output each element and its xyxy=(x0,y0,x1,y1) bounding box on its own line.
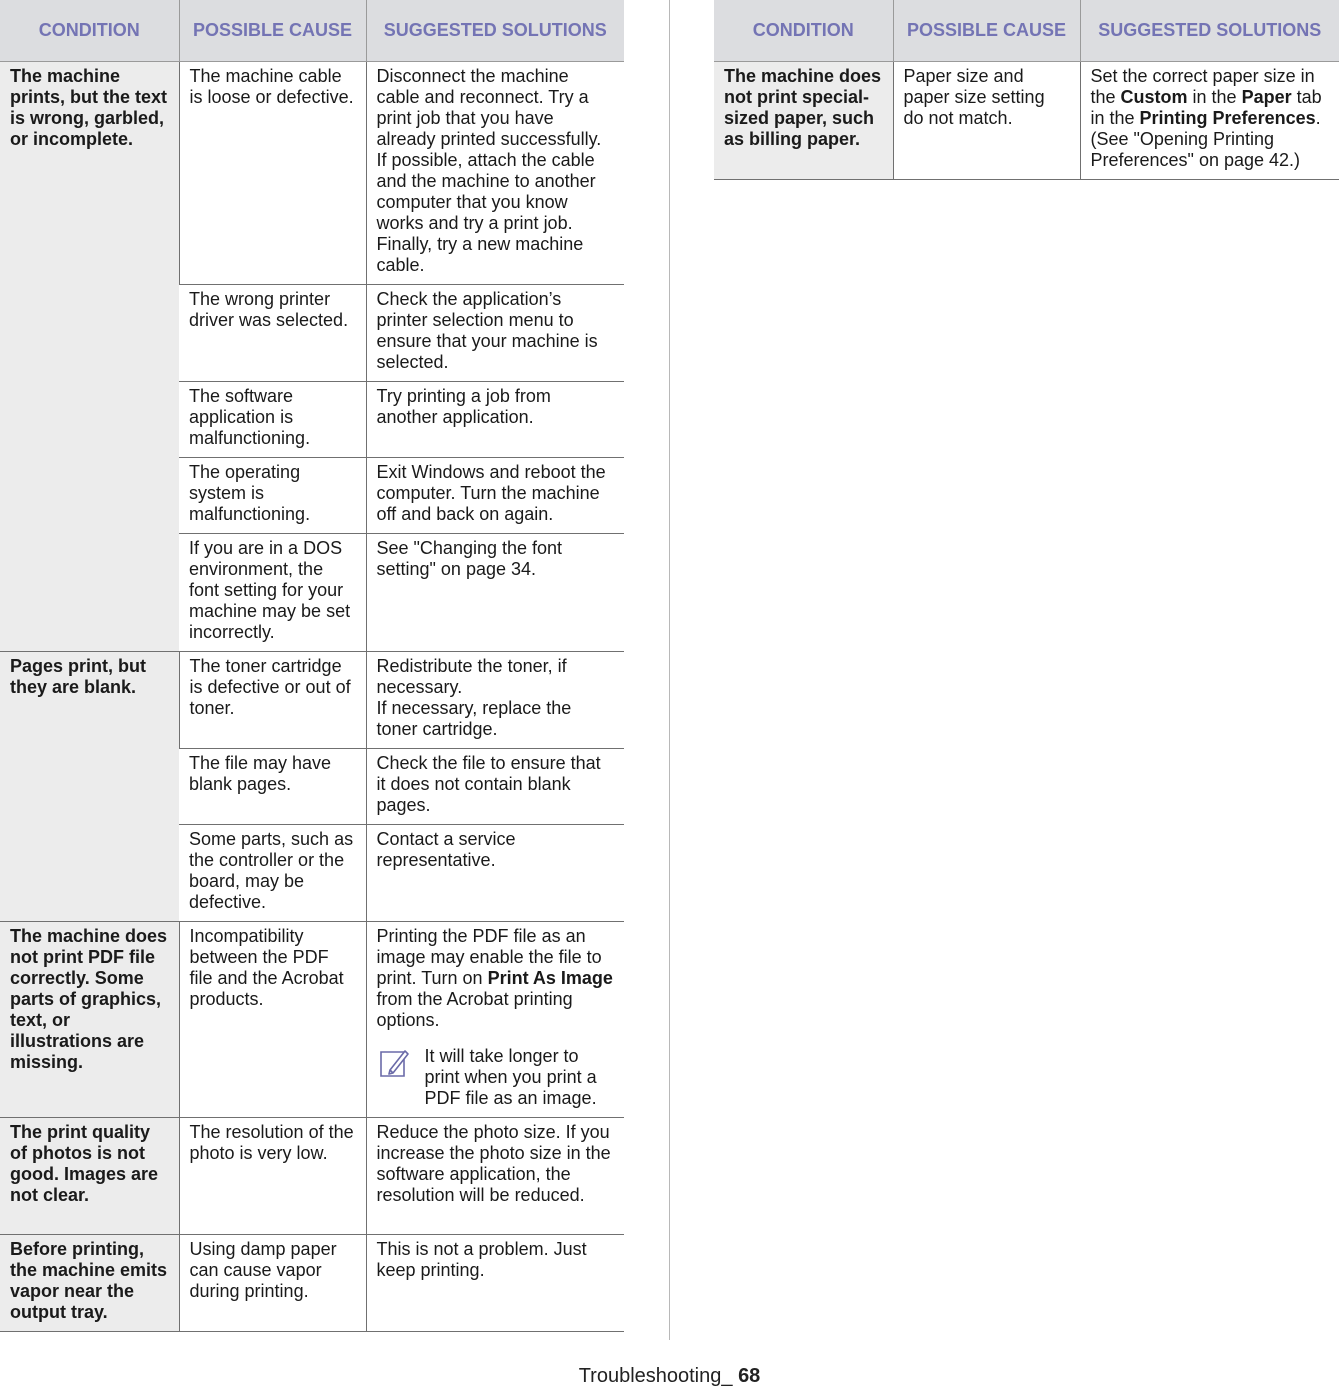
header-condition: CONDITION xyxy=(714,0,893,61)
solution-cell: Disconnect the machine cable and reconnect. Try a print job that you have already printed successfully. If possible, attach the cable and the machine to another computer that you know works and try a print job. Finally, try a new machine cable. xyxy=(366,61,624,284)
table-row xyxy=(0,1117,624,1234)
solution-cell xyxy=(366,921,624,1117)
cause-cell: The operating system is malfunctioning. xyxy=(179,457,366,533)
solution-cell: Try printing a job from another application. xyxy=(366,381,624,457)
page-footer xyxy=(0,1364,1339,1388)
header-condition: CONDITION xyxy=(0,0,179,61)
cause-cell: The software application is malfunctioning. xyxy=(179,381,366,457)
cause-cell: The file may have blank pages. xyxy=(179,748,366,824)
solution-cell: Set the correct paper size in the Custom in the Paper tab in the Printing Preferences. (See "Opening Printing Preferences" on page 42.) xyxy=(1080,61,1339,179)
header-possible-cause: POSSIBLE CAUSE xyxy=(893,0,1080,61)
cause-cell: The machine cable is loose or defective. xyxy=(179,61,366,284)
footer-section: Troubleshooting_ xyxy=(578,1365,739,1387)
note-text: It will take longer to print when you print a PDF file as an image. xyxy=(424,1045,597,1108)
cause-cell: Using damp paper can cause vapor during printing. xyxy=(179,1234,366,1331)
solution-cell: This is not a problem. Just keep printing. xyxy=(366,1234,624,1331)
note-pencil-icon xyxy=(377,1046,411,1080)
table-row xyxy=(714,61,1339,179)
troubleshooting-table-left xyxy=(0,0,624,1332)
table-header-row xyxy=(714,0,1339,61)
table-header-row xyxy=(0,0,624,61)
table-row xyxy=(0,651,624,748)
header-suggested-solutions: SUGGESTED SOLUTIONS xyxy=(1080,0,1339,61)
solution-text: Printing the PDF file as an image may enable the file to print. Turn on Print As Image from the Acrobat printing options. xyxy=(376,925,613,1030)
solution-cell: Check the application’s printer selection menu to ensure that your machine is selected. xyxy=(366,284,624,381)
solution-cell: See "Changing the font setting" on page 34. xyxy=(366,533,624,651)
cause-cell: The resolution of the photo is very low. xyxy=(179,1117,366,1234)
table-row xyxy=(0,1234,624,1331)
solution-cell: Exit Windows and reboot the computer. Turn the machine off and back on again. xyxy=(366,457,624,533)
solution-cell xyxy=(366,651,624,748)
header-suggested-solutions: SUGGESTED SOLUTIONS xyxy=(366,0,624,61)
cause-cell: If you are in a DOS environment, the font setting for your machine may be set incorrectly. xyxy=(179,533,366,651)
solution-cell: Check the file to ensure that it does not contain blank pages. xyxy=(366,748,624,824)
solution-cell: Contact a service representative. xyxy=(366,824,624,921)
page-number: 68 xyxy=(738,1365,761,1387)
table-row xyxy=(0,61,624,284)
print-as-image-option: Print As Image xyxy=(487,967,613,988)
condition-cell: The machine does not print special- sized paper, such as billing paper. xyxy=(714,61,893,179)
condition-cell: Pages print, but they are blank. xyxy=(0,651,179,921)
solution-line: If necessary, replace the toner cartridge. xyxy=(376,697,572,739)
table-row xyxy=(0,921,624,1117)
cause-cell: The wrong printer driver was selected. xyxy=(179,284,366,381)
solution-cell: Reduce the photo size. If you increase the photo size in the software application, the resolution will be reduced. xyxy=(366,1117,624,1234)
condition-cell: Before printing, the machine emits vapor near the output tray. xyxy=(0,1234,179,1331)
cause-cell: Some parts, such as the controller or the board, may be defective. xyxy=(179,824,366,921)
condition-cell: The print quality of photos is not good. Images are not clear. xyxy=(0,1117,179,1234)
cause-cell: Incompatibility between the PDF file and the Acrobat products. xyxy=(179,921,366,1117)
troubleshooting-table-right xyxy=(714,0,1339,180)
cause-cell: Paper size and paper size setting do not match. xyxy=(893,61,1080,179)
solution-line: Redistribute the toner, if necessary. xyxy=(376,655,567,697)
column-divider xyxy=(669,0,670,1340)
condition-cell: The machine does not print PDF file correctly. Some parts of graphics, text, or illustrations are missing. xyxy=(0,921,179,1117)
condition-cell: The machine prints, but the text is wrong, garbled, or incomplete. xyxy=(0,61,179,651)
cause-cell: The toner cartridge is defective or out of toner. xyxy=(179,651,366,748)
header-possible-cause: POSSIBLE CAUSE xyxy=(179,0,366,61)
note-box xyxy=(377,1046,615,1109)
